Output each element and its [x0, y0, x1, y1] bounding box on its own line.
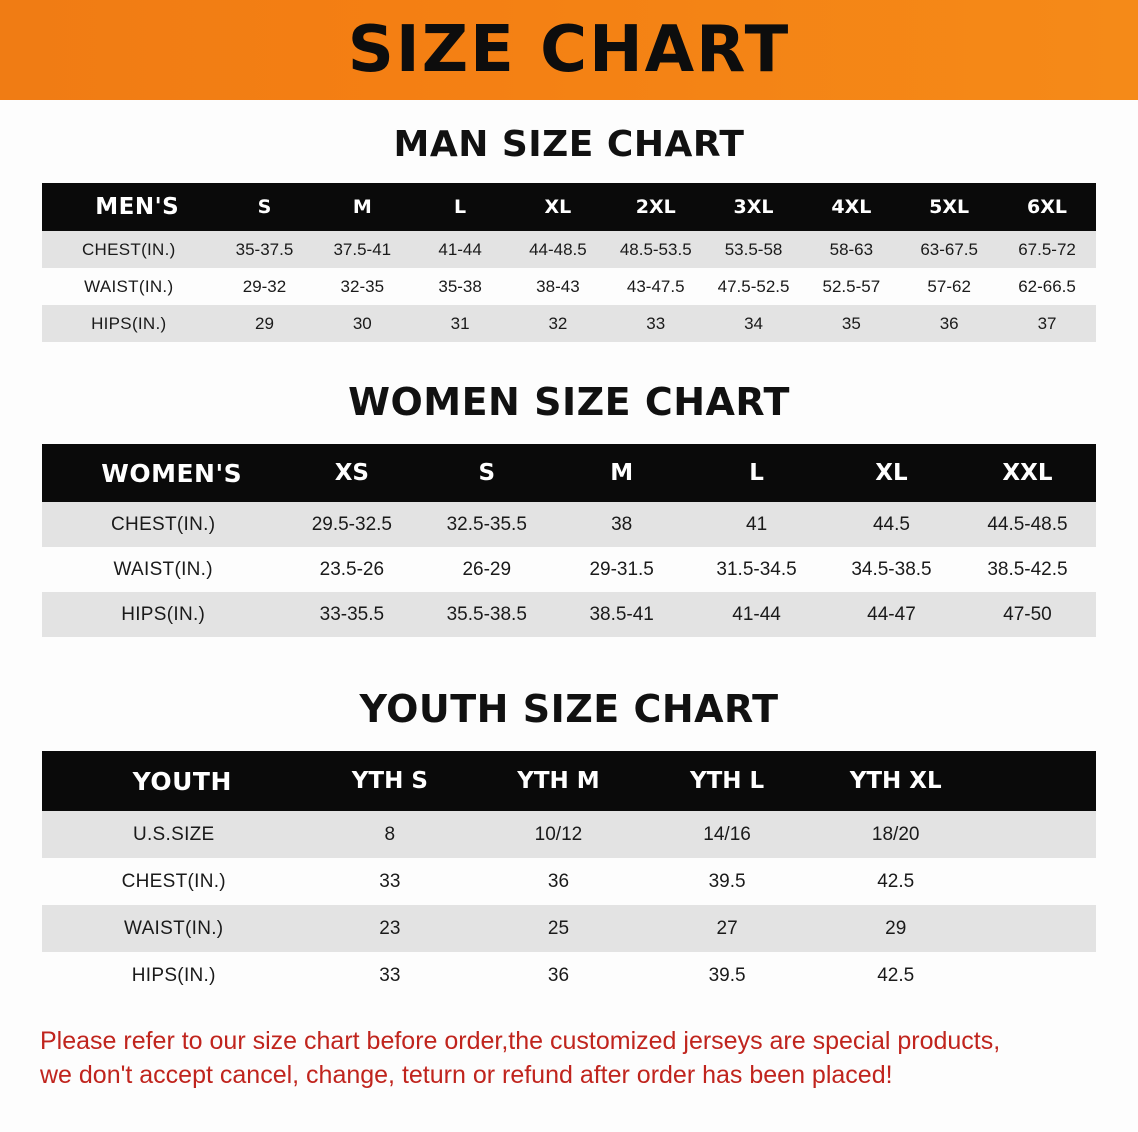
table-cell: 35-37.5	[216, 231, 314, 268]
table-cell: 36	[474, 952, 643, 999]
table-row	[42, 305, 1096, 342]
disclaimer-line-1: Please refer to our size chart before order,the customized jerseys are special products,	[40, 1027, 1001, 1055]
table-cell: 62-66.5	[998, 268, 1096, 305]
table-header-row	[42, 444, 1096, 502]
table-cell: 23.5-26	[284, 547, 419, 592]
table-cell: 37	[998, 305, 1096, 342]
col-header: L	[689, 444, 824, 502]
col-header: 4XL	[802, 183, 900, 231]
table-cell: 30	[313, 305, 411, 342]
youth-size-table	[42, 751, 1096, 999]
table-cell: 38-43	[509, 268, 607, 305]
col-header: 6XL	[998, 183, 1096, 231]
table-cell: 36	[900, 305, 998, 342]
table-cell-spacer	[980, 858, 1096, 905]
row-label: HIPS(IN.)	[42, 305, 216, 342]
table-cell: 8	[306, 811, 475, 858]
table-cell: 48.5-53.5	[607, 231, 705, 268]
table-cell: 44-47	[824, 592, 959, 637]
table-cell: 32-35	[313, 268, 411, 305]
table-cell: 29	[811, 905, 980, 952]
table-cell: 38	[554, 502, 689, 547]
table-cell: 41-44	[411, 231, 509, 268]
table-cell-spacer	[980, 952, 1096, 999]
women-section-heading: WOMEN SIZE CHART	[348, 380, 790, 424]
table-cell: 38.5-41	[554, 592, 689, 637]
col-header: M	[313, 183, 411, 231]
table-cell: 33	[306, 952, 475, 999]
table-row	[42, 547, 1096, 592]
women-table-wrap	[42, 444, 1096, 637]
table-cell: 25	[474, 905, 643, 952]
table-row	[42, 268, 1096, 305]
table-cell: 23	[306, 905, 475, 952]
table-cell: 33	[306, 858, 475, 905]
table-cell: 42.5	[811, 952, 980, 999]
table-cell: 33-35.5	[284, 592, 419, 637]
table-cell: 58-63	[802, 231, 900, 268]
table-cell: 38.5-42.5	[959, 547, 1096, 592]
table-cell: 47-50	[959, 592, 1096, 637]
table-cell: 37.5-41	[313, 231, 411, 268]
table-cell: 47.5-52.5	[705, 268, 803, 305]
table-cell-spacer	[980, 905, 1096, 952]
table-cell: 29-31.5	[554, 547, 689, 592]
row-label: WAIST(IN.)	[42, 268, 216, 305]
col-header: 3XL	[705, 183, 803, 231]
table-cell: 52.5-57	[802, 268, 900, 305]
table-cell: 63-67.5	[900, 231, 998, 268]
table-cell: 36	[474, 858, 643, 905]
disclaimer-note	[40, 1025, 1098, 1093]
col-header: XL	[509, 183, 607, 231]
table-cell: 10/12	[474, 811, 643, 858]
table-cell: 35	[802, 305, 900, 342]
women-size-table	[42, 444, 1096, 637]
col-header: YOUTH	[42, 751, 306, 811]
col-header: YTH S	[306, 751, 475, 811]
table-row	[42, 952, 1096, 999]
col-header-spacer	[980, 751, 1096, 811]
col-header: YTH XL	[811, 751, 980, 811]
youth-table-wrap	[42, 751, 1096, 999]
col-header: S	[216, 183, 314, 231]
banner-title: SIZE CHART	[347, 13, 791, 87]
table-cell-spacer	[980, 811, 1096, 858]
col-header: XXL	[959, 444, 1096, 502]
col-header: YTH M	[474, 751, 643, 811]
table-cell: 44-48.5	[509, 231, 607, 268]
row-label: U.S.SIZE	[42, 811, 306, 858]
table-cell: 31.5-34.5	[689, 547, 824, 592]
table-cell: 35.5-38.5	[419, 592, 554, 637]
col-header: 2XL	[607, 183, 705, 231]
table-row	[42, 231, 1096, 268]
row-label: WAIST(IN.)	[42, 547, 284, 592]
table-cell: 29	[216, 305, 314, 342]
table-cell: 53.5-58	[705, 231, 803, 268]
row-label: WAIST(IN.)	[42, 905, 306, 952]
col-header: YTH L	[643, 751, 812, 811]
table-row	[42, 592, 1096, 637]
col-header: 5XL	[900, 183, 998, 231]
table-cell: 39.5	[643, 858, 812, 905]
table-cell: 35-38	[411, 268, 509, 305]
row-label: CHEST(IN.)	[42, 231, 216, 268]
col-header: M	[554, 444, 689, 502]
table-cell: 29-32	[216, 268, 314, 305]
row-label: HIPS(IN.)	[42, 592, 284, 637]
col-header: WOMEN'S	[42, 444, 284, 502]
man-table-wrap	[42, 183, 1096, 342]
youth-section-heading: YOUTH SIZE CHART	[359, 687, 779, 731]
table-cell: 32	[509, 305, 607, 342]
table-cell: 39.5	[643, 952, 812, 999]
table-cell: 41	[689, 502, 824, 547]
table-cell: 26-29	[419, 547, 554, 592]
table-cell: 29.5-32.5	[284, 502, 419, 547]
man-section-heading: MAN SIZE CHART	[393, 124, 745, 165]
table-cell: 18/20	[811, 811, 980, 858]
table-header-row	[42, 751, 1096, 811]
table-cell: 31	[411, 305, 509, 342]
table-cell: 43-47.5	[607, 268, 705, 305]
table-cell: 42.5	[811, 858, 980, 905]
table-cell: 44.5	[824, 502, 959, 547]
banner	[0, 0, 1138, 100]
table-cell: 33	[607, 305, 705, 342]
table-cell: 32.5-35.5	[419, 502, 554, 547]
row-label: CHEST(IN.)	[42, 502, 284, 547]
table-row	[42, 905, 1096, 952]
man-size-table	[42, 183, 1096, 342]
table-cell: 34	[705, 305, 803, 342]
col-header: XS	[284, 444, 419, 502]
table-row	[42, 502, 1096, 547]
disclaimer-line-2: we don't accept cancel, change, teturn or refund after order has been placed!	[40, 1060, 893, 1089]
table-cell: 44.5-48.5	[959, 502, 1096, 547]
table-cell: 34.5-38.5	[824, 547, 959, 592]
table-row	[42, 858, 1096, 905]
row-label: HIPS(IN.)	[42, 952, 306, 999]
table-cell: 14/16	[643, 811, 812, 858]
table-cell: 41-44	[689, 592, 824, 637]
col-header: XL	[824, 444, 959, 502]
table-cell: 67.5-72	[998, 231, 1096, 268]
row-label: CHEST(IN.)	[42, 858, 306, 905]
table-cell: 57-62	[900, 268, 998, 305]
table-header-row	[42, 183, 1096, 231]
table-row	[42, 811, 1096, 858]
col-header: L	[411, 183, 509, 231]
table-cell: 27	[643, 905, 812, 952]
col-header: S	[419, 444, 554, 502]
col-header: MEN'S	[42, 183, 216, 231]
